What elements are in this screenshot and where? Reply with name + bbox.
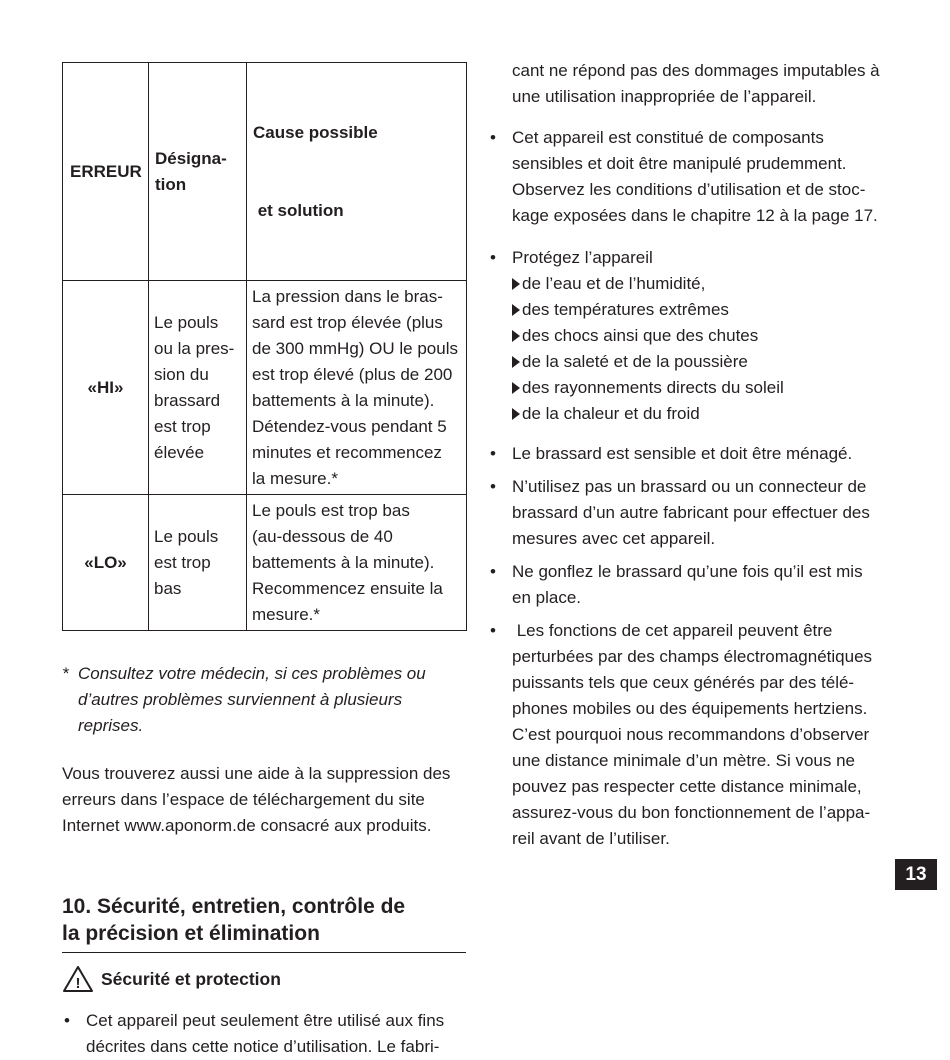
- footnote: * Consultez votre médecin, si ces problèmes ou d’autres problèmes surviennent à plusieurs reprises.: [62, 661, 466, 739]
- sub-list-item: des températures extrêmes: [512, 297, 898, 323]
- bullet-icon: •: [490, 477, 496, 496]
- arrow-right-icon: [512, 356, 520, 368]
- continued-text: cant ne répond pas des dommages imputables à une utilisation inappropriée de l’appareil.: [512, 61, 880, 106]
- bullet-icon: •: [490, 562, 496, 581]
- sub-list-item: de la chaleur et du froid: [512, 401, 898, 427]
- list-item: • Cet appareil peut seulement être utilisé aux fins décrites dans cette notice d’utilisation. Le fabri-: [62, 1008, 466, 1060]
- page-number: 13: [895, 859, 937, 890]
- footnote-marker: *: [62, 664, 69, 683]
- help-paragraph: Vous trouverez aussi une aide à la suppression des erreurs dans l’espace de téléchargement du site Internet www.aponorm.de consacré aux produits.: [62, 764, 451, 835]
- cause-cell: La pression dans le bras- sard est trop élevée (plus de 300 mmHg) OU le pouls est trop élevé (plus de 200 battements à la minute). Détendez-vous pendant 5 minutes et recommencez la mesure.*: [247, 281, 467, 495]
- bullet-icon: •: [490, 248, 496, 267]
- bullet-icon: •: [490, 444, 496, 463]
- arrow-right-icon: [512, 278, 520, 290]
- subheading-text: Sécurité et protection: [101, 968, 281, 989]
- arrow-right-icon: [512, 330, 520, 342]
- error-table-header: [63, 63, 467, 281]
- section-title: 10. Sécurité, entretien, contrôle de la précision et élimination: [62, 893, 466, 953]
- error-code-hi: «HI»: [63, 281, 149, 495]
- list-item: • Protégez l’appareil de l’eau et de l’humidité, des températures extrêmes des chocs ainsi que des chutes de la saleté et de la poussière des rayonnements directs du soleil de la chaleur et du froid: [488, 245, 898, 427]
- header-cause: Cause possible et solution: [247, 63, 467, 281]
- arrow-right-icon: [512, 408, 520, 420]
- list-item: • Ne gonflez le brassard qu’une fois qu’il est mis en place.: [488, 559, 898, 611]
- bullet-icon: •: [490, 128, 496, 147]
- header-error: ERREUR: [63, 63, 149, 281]
- table-row: [63, 495, 467, 631]
- left-column: [62, 62, 466, 1060]
- list-item: • Le brassard est sensible et doit être ménagé.: [488, 441, 898, 467]
- sub-list-item: des rayonnements directs du soleil: [512, 375, 898, 401]
- list-item: • Cet appareil est constitué de composants sensibles et doit être manipulé prudemment. Observez les conditions d’utilisation et de stoc- kage exposées dans le chapitre 12 à la page 17.: [488, 125, 898, 229]
- subheading: [62, 964, 466, 994]
- bullet-icon: •: [490, 621, 496, 640]
- cause-cell: Le pouls est trop bas (au-dessous de 40 battements à la minute). Recommencez ensuite la mesure.*: [247, 495, 467, 631]
- header-designation: Désigna- tion: [149, 63, 247, 281]
- designation-cell: Le pouls est trop bas: [149, 495, 247, 631]
- error-code-lo: «LO»: [63, 495, 149, 631]
- arrow-right-icon: [512, 304, 520, 316]
- sub-list-item: de la saleté et de la poussière: [512, 349, 898, 375]
- list-item: • N’utilisez pas un brassard ou un connecteur de brassard d’un autre fabricant pour effectuer des mesures avec cet appareil.: [488, 474, 898, 552]
- warning-icon: [62, 965, 94, 993]
- table-row: [63, 281, 467, 495]
- sub-list-item: des chocs ainsi que des chutes: [512, 323, 898, 349]
- right-column: [488, 58, 898, 852]
- svg-text:!: !: [75, 975, 81, 992]
- list-item: • Les fonctions de cet appareil peuvent être perturbées par des champs électromagnétiques puissants tels que ceux générés par des télé- phones mobiles ou des équipements hertziens. C’est pourquoi nous recommandons d’observer une distance minimale d’un mètre. Si vous ne pouvez pas respecter cette distance minimale, assurez-vous du bon fonctionnement de l’appa- reil avant de l’utiliser.: [488, 618, 898, 852]
- arrow-right-icon: [512, 382, 520, 394]
- error-table: [62, 62, 467, 631]
- designation-cell: Le pouls ou la pres- sion du brassard est trop élevée: [149, 281, 247, 495]
- bullet-icon: •: [64, 1011, 70, 1030]
- sub-list-item: de l’eau et de l’humidité,: [512, 271, 898, 297]
